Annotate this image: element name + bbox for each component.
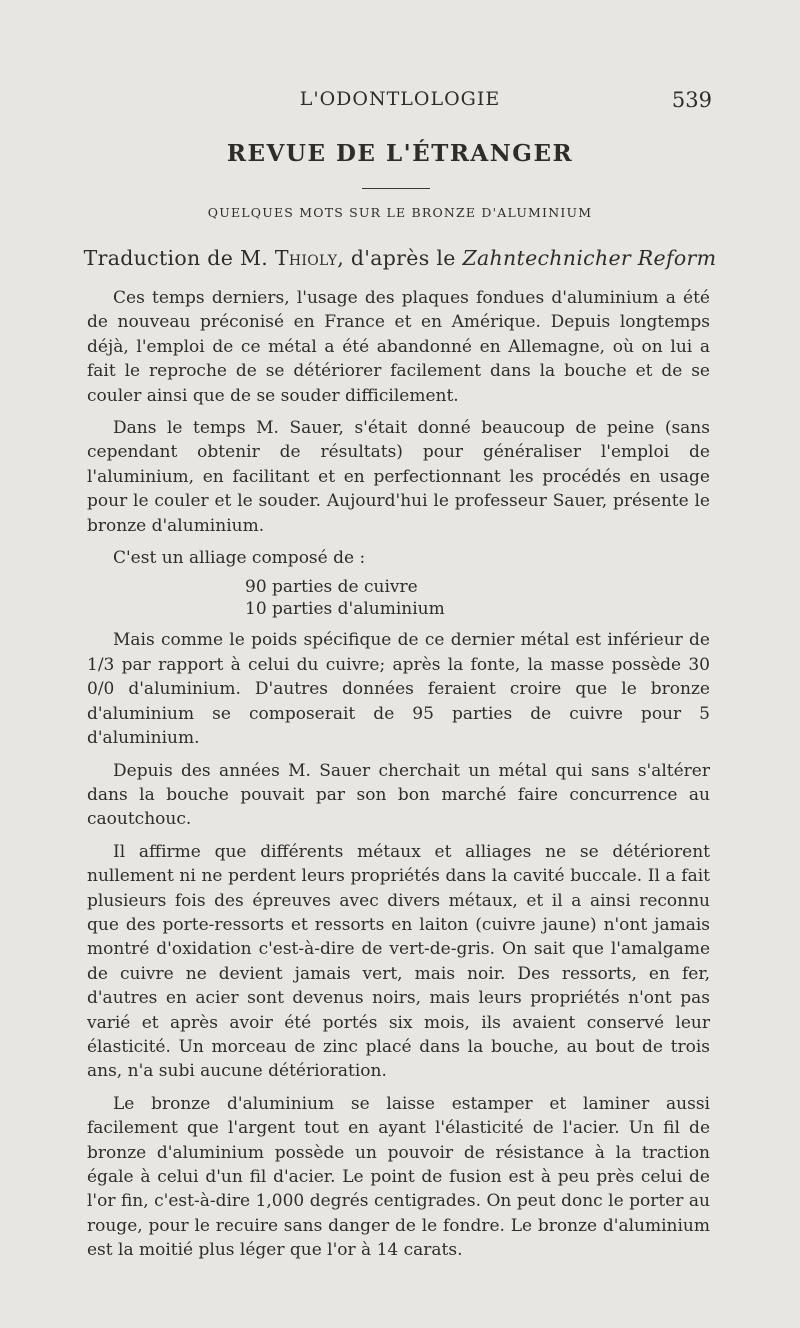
journal-name: L'ODONTLOLOGIE [299, 88, 501, 110]
composition-line: 90 parties de cuivre [245, 577, 418, 598]
translation-middle: , d'après le [337, 246, 456, 270]
paragraph: Depuis des années M. Sauer cherchait un métal qui sans s'altérer dans la bouche pouvait par son bon marché faire concurrence au caoutchouc. [87, 760, 710, 830]
composition-line: 10 parties d'aluminium [245, 599, 445, 620]
alloy-composition [245, 576, 710, 620]
paragraph: Il affirme que différents métaux et alliages ne se détériorent nullement ni ne perdent leurs propriétés dans la cavité buccale. Il a fait plusieurs fois des épreuves avec divers métaux, et il a ainsi reconnu que des porte-ressorts et ressorts en laiton (cuivre jaune) n'ont jamais montré d'oxidation c'est-à-dire de vert-de-gris. On sait que l'amalgame de cuivre ne devient jamais vert, mais noir. Des ressorts, en fer, d'autres en acier sont devenus noirs, mais leurs propriétés n'ont pas varié et après avoir été portés six mois, ils avaient conservé leur élasticité. Un morceau de zinc placé dans la bouche, au bout de trois ans, n'a subi aucune détérioration. [87, 841, 710, 1082]
paragraph: Ces temps derniers, l'usage des plaques fondues d'aluminium a été de nouveau préconisé en France et en Amérique. Depuis longtemps déjà, l'emploi de ce métal a été abandonné en Allemagne, où on lui a fait le reproche de se détériorer facilement dans la bouche et de se couler ainsi que de se souder difficilement. [87, 288, 710, 406]
paragraph: Le bronze d'aluminium se laisse estamper et laminer aussi facilement que l'argent tout en ayant l'élasticité de l'acier. Un fil de bronze d'aluminium possède un pouvoir de résistance à la traction égale à celui d'un fil d'acier. Le point de fusion est à peu près celui de l'or fin, c'est-à-dire 1,000 degrés centigrades. On peut donc le porter au rouge, pour le recuire sans danger de le fondre. Le bronze d'aluminium est la moitié plus léger que l'or à 14 carats. [87, 1093, 710, 1261]
source-journal: Zahntechnicher Reform [462, 246, 717, 270]
translation-credit [0, 246, 800, 270]
title-rule [362, 188, 430, 189]
section-title: REVUE DE L'ÉTRANGER [226, 140, 574, 167]
paragraph: Mais comme le poids spécifique de ce dernier métal est inférieur de 1/3 par rapport à celui du cuivre; après la fonte, la masse possède 30 0/0 d'aluminium. D'autres données feraient croire que le bronze d'aluminium se composerait de 95 parties de cuivre pour 5 d'aluminium. [87, 630, 710, 749]
paragraph: C'est un alliage composé de : [113, 548, 366, 569]
translation-prefix: Traduction de M. [83, 246, 269, 270]
article-body [87, 286, 710, 1271]
translator-name: Thioly [274, 246, 338, 270]
running-head [0, 88, 800, 118]
article-subtitle: QUELQUES MOTS SUR LE BRONZE D'ALUMINIUM [207, 205, 593, 220]
paragraph: Dans le temps M. Sauer, s'était donné beaucoup de peine (sans cependant obtenir de résultats) pour généraliser l'emploi de l'aluminium, en facilitant et en perfectionnant les procédés en usage pour le couler et le souder. Aujourd'hui le professeur Sauer, présente le bronze d'aluminium. [87, 418, 710, 536]
page-number: 539 [671, 88, 712, 112]
